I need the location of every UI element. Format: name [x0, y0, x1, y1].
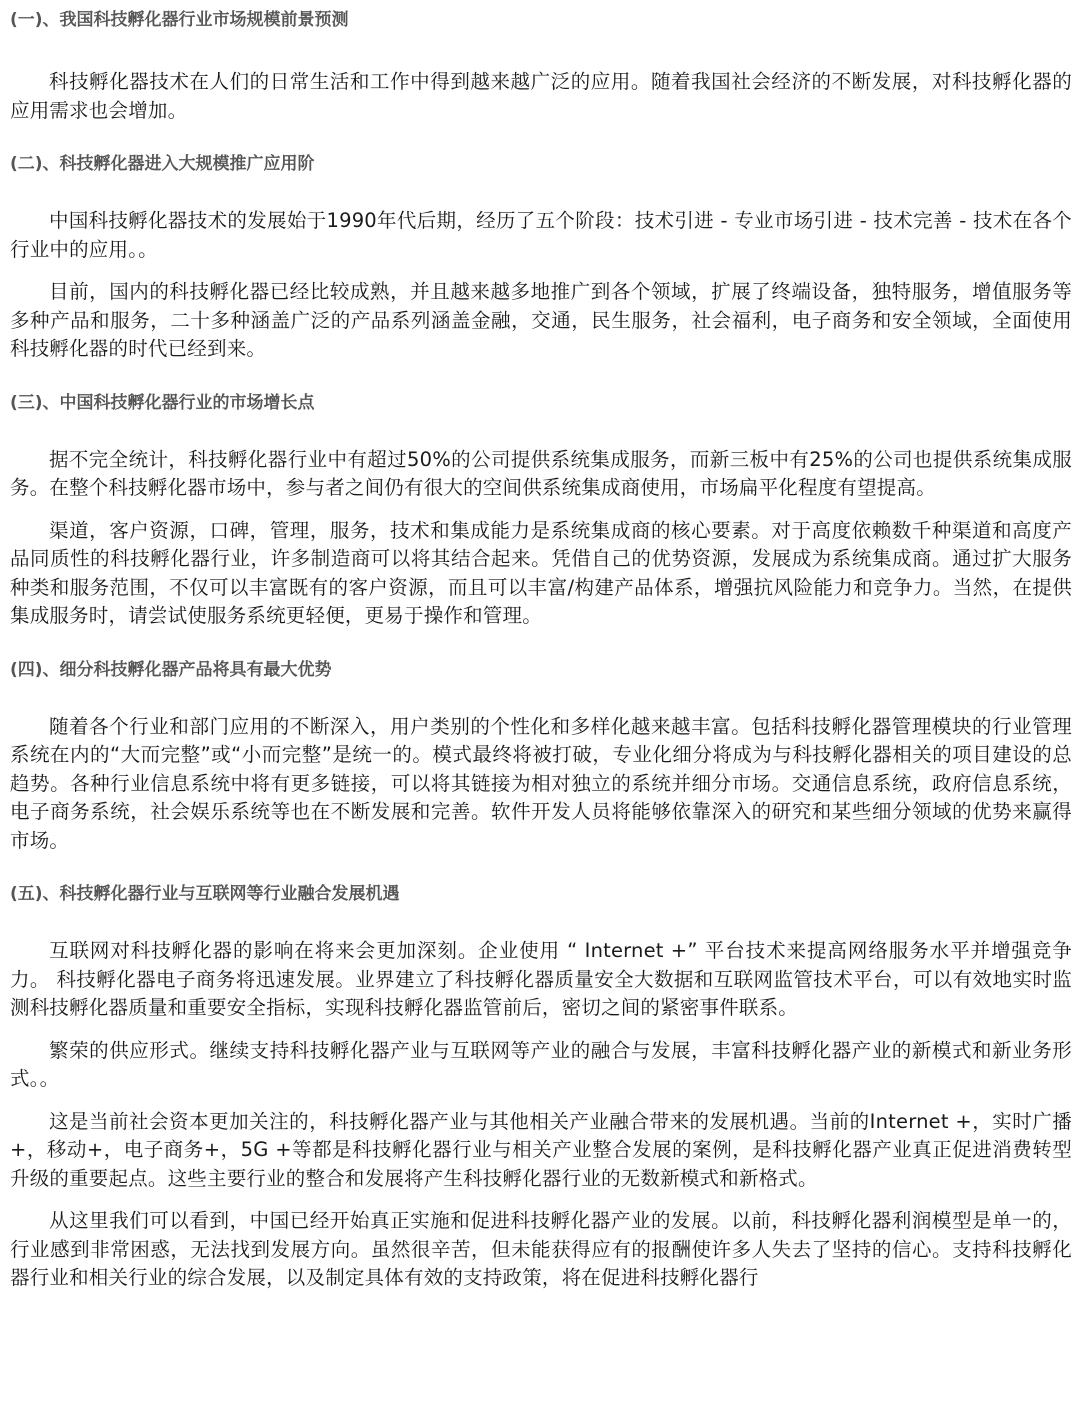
- section-heading: (四)、细分科技孵化器产品将具有最大优势: [10, 659, 332, 680]
- paragraph: 目前，国内的科技孵化器已经比较成熟，并且越来越多地推广到各个领域，扩展了终端设备，独特服务，增值服务等多种产品和服务，二十多种涵盖广泛的产品系列涵盖金融，交通，民生服务，社会福利，电子商务和安全领域，全面使用科技孵化器的时代已经到来。: [10, 280, 1072, 360]
- section-heading: (二)、科技孵化器进入大规模推广应用阶: [10, 154, 315, 174]
- section-heading: (一)、我国科技孵化器行业市场规模前景预测: [10, 10, 349, 30]
- document-body: [10, 0, 1072, 1293]
- paragraph: 从这里我们可以看到，中国已经开始真正实施和促进科技孵化器产业的发展。以前，科技孵化器利润模型是单一的，行业感到非常困惑，无法找到发展方向。虽然很辛苦，但未能获得应有的报酬使许多人失去了坚持的信心。支持科技孵化器行业和相关行业的综合发展，以及制定具体有效的支持政策，将在促进科技孵化器行: [10, 1209, 1072, 1289]
- paragraph: 随着各个行业和部门应用的不断深入，用户类别的个性化和多样化越来越丰富。包括科技孵化器管理模块的行业管理系统在内的“大而完整”或“小而完整”是统一的。模式最终将被打破，专业化细分将成为与科技孵化器相关的项目建设的总趋势。各种行业信息系统中将有更多链接，可以将其链接为相对独立的系统并细分市场。交通信息系统，政府信息系统，电子商务系统，社会娱乐系统等也在不断发展和完善。软件开发人员将能够依靠深入的研究和某些细分领域的优势来赢得市场。: [10, 714, 1072, 852]
- paragraph: 中国科技孵化器技术的发展始于1990年代后期，经历了五个阶段：技术引进 - 专业市场引进 - 技术完善 - 技术在各个行业中的应用。。: [10, 209, 1072, 261]
- paragraph: 繁荣的供应形式。继续支持科技孵化器产业与互联网等产业的融合与发展，丰富科技孵化器产业的新模式和新业务形式。。: [10, 1038, 1072, 1090]
- paragraph: 渠道，客户资源，口碑，管理，服务，技术和集成能力是系统集成商的核心要素。对于高度依赖数千种渠道和高度产品同质性的科技孵化器行业，许多制造商可以将其结合起来。凭借自己的优势资源，发展成为系统集成商。通过扩大服务种类和服务范围，不仅可以丰富既有的客户资源，而且可以丰富/构建产品体系，增强抗风险能力和竞争力。当然，在提供集成服务时，请尝试使服务系统更轻便，更易于操作和管理。: [10, 518, 1072, 627]
- paragraph: 互联网对科技孵化器的影响在将来会更加深刻。企业使用 “ Internet +” 平台技术来提高网络服务水平并增强竞争力。 科技孵化器电子商务将迅速发展。业界建立了科技孵化器质量安全大数据和互联网监管技术平台，可以有效地实时监测科技孵化器质量和重要安全指标，实现科技孵化器监管前后，密切之间的紧密事件联系。: [10, 939, 1072, 1019]
- paragraph: 这是当前社会资本更加关注的，科技孵化器产业与其他相关产业融合带来的发展机遇。当前的Internet +，实时广播+，移动+，电子商务+，5G +等都是科技孵化器行业与相关产业整合发展的案例，是科技孵化器产业真正促进消费转型升级的重要起点。这些主要行业的整合和发展将产生科技孵化器行业的无数新模式和新格式。: [10, 1109, 1072, 1190]
- paragraph: 科技孵化器技术在人们的日常生活和工作中得到越来越广泛的应用。随着我国社会经济的不断发展，对科技孵化器的应用需求也会增加。: [10, 70, 1072, 122]
- section-heading: (五)、科技孵化器行业与互联网等行业融合发展机遇: [10, 884, 400, 904]
- paragraph: 据不完全统计，科技孵化器行业中有超过50%的公司提供系统集成服务，而新三板中有25%的公司也提供系统集成服务。在整个科技孵化器市场中，参与者之间仍有很大的空间供系统集成商使用，市场扁平化程度有望提高。: [10, 447, 1072, 499]
- section-heading: (三)、中国科技孵化器行业的市场增长点: [10, 392, 315, 413]
